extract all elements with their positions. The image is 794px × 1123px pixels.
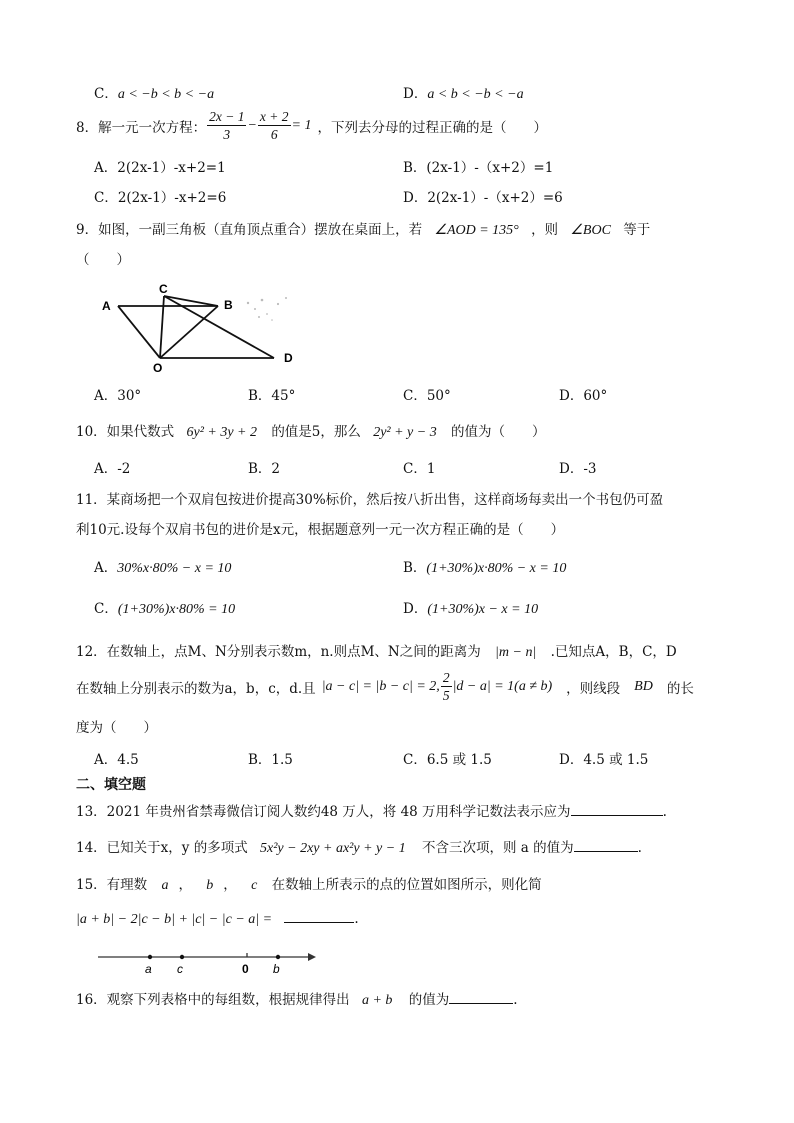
q12-option-b: B．1.5 xyxy=(248,752,293,768)
stem-text: ，则 xyxy=(531,222,559,238)
label-D: D xyxy=(284,351,293,365)
stem-text: ，则线段 xyxy=(566,680,621,697)
label-C: C xyxy=(159,282,168,296)
stem-text: 15．有理数 xyxy=(76,877,148,893)
option-math: 30%x·80% − x = 10 xyxy=(117,561,232,576)
q9-option-b: B．45° xyxy=(248,388,296,404)
q11-option-c xyxy=(94,597,235,618)
denominator: 3 xyxy=(223,127,231,142)
q11-option-b xyxy=(403,556,566,577)
stem-math: a xyxy=(161,878,169,893)
denominator: 5 xyxy=(442,688,450,703)
triangle-figure xyxy=(92,276,312,376)
q9-option-a: A．30° xyxy=(94,388,142,404)
stem-text: 的值为（ ） xyxy=(451,424,546,440)
q7-option-c xyxy=(94,82,214,103)
question-9-paren: （ ） xyxy=(76,252,130,268)
question-13 xyxy=(76,800,667,820)
question-11-line-1: 11．某商场把一个双肩包按进价提高30%标价，然后按八折出售，这样商场每卖出一个书包仍可盈 xyxy=(76,492,664,508)
option-math: (1+30%)x − x = 10 xyxy=(427,602,539,617)
stem-text: 的值为 xyxy=(408,992,450,1008)
stem-text: 16．观察下列表格中的每组数，根据规律得出 xyxy=(76,992,350,1008)
stem-math: 6y² + 3y + 2 xyxy=(186,425,258,440)
segment-AO xyxy=(118,306,160,358)
section-heading: 二、填空题 xyxy=(76,777,146,793)
q8-option-a: A．2(2x-1）-x+2=1 xyxy=(94,160,226,176)
fraction xyxy=(258,108,291,143)
question-11-line-2: 利10元.设每个双肩书包的进价是x元，根据题意列一元一次方程正确的是（ ） xyxy=(76,522,565,538)
stem-text: . xyxy=(354,911,359,927)
q10-option-c: C．1 xyxy=(403,461,436,477)
stem-text: . xyxy=(637,840,642,856)
number-line-figure xyxy=(96,948,322,978)
option-math: (1+30%)x·80% − x = 10 xyxy=(426,561,567,576)
stem-math: 5x²y − 2xy + ax²y + y − 1 xyxy=(260,841,406,856)
equation-rhs: = 1 xyxy=(291,117,312,133)
fraction xyxy=(441,669,452,704)
numerator: x + 2 xyxy=(259,109,289,124)
label-A: A xyxy=(102,299,111,313)
option-letter: C． xyxy=(94,86,118,102)
question-14 xyxy=(76,836,642,857)
stem-text: 不含三次项，则 a 的值为 xyxy=(422,840,574,856)
segment-CD xyxy=(164,296,274,358)
point-c xyxy=(180,955,184,959)
stem-text: 12．在数轴上，点M、N分别表示数m，n.则点M、N之间的距离为 xyxy=(76,644,481,660)
stem-math: c xyxy=(251,878,258,893)
arrow-right-icon xyxy=(308,953,316,961)
label-b: b xyxy=(273,962,280,976)
q10-option-a: A．-2 xyxy=(94,461,131,477)
label-a: a xyxy=(145,962,152,976)
q10-option-b: B．2 xyxy=(248,461,281,477)
q10-option-d: D．-3 xyxy=(559,461,597,477)
option-math: a < −b < b < −a xyxy=(117,87,215,102)
operator: − xyxy=(247,117,257,133)
option-math: (1+30%)x·80% = 10 xyxy=(117,602,236,617)
label-zero: 0 xyxy=(242,962,249,976)
stem-math: |m − n| xyxy=(495,645,537,660)
denominator: 6 xyxy=(270,127,278,142)
q12-option-c: C．6.5 或 1.5 xyxy=(403,752,492,768)
q11-option-d xyxy=(403,597,538,618)
stem-math: ∠AOD = 135° xyxy=(434,223,519,238)
numerator: 2 xyxy=(442,670,450,685)
answer-blank[interactable] xyxy=(574,837,638,852)
stem-text: 9．如图，一副三角板（直角顶点重合）摆放在桌面上，若 xyxy=(76,222,423,238)
question-15-line-1 xyxy=(76,873,542,894)
label-B: B xyxy=(224,298,233,312)
q9-option-d: D．60° xyxy=(559,388,608,404)
stem-text: . xyxy=(513,992,518,1008)
stem-text: . xyxy=(662,804,667,820)
answer-blank[interactable] xyxy=(571,801,663,816)
stem-math: BD xyxy=(634,678,653,694)
question-12-line-2 xyxy=(76,669,694,704)
stem-text: ，下列去分母的过程正确的是（ ） xyxy=(317,119,547,136)
q7-option-d xyxy=(403,82,524,103)
option-letter: B． xyxy=(403,560,427,576)
answer-blank[interactable] xyxy=(284,908,354,923)
stem-math: ∠BOC xyxy=(570,223,611,238)
question-10-stem xyxy=(76,420,546,441)
question-16 xyxy=(76,988,518,1009)
stem-math: |a + b| − 2|c − b| + |c| − |c − a| = xyxy=(76,912,273,927)
q12-option-d: D．4.5 或 1.5 xyxy=(559,752,649,768)
segment-BO xyxy=(160,306,218,358)
stem-math: b xyxy=(206,878,214,893)
point-b xyxy=(276,955,280,959)
q11-option-a xyxy=(94,556,231,577)
option-letter: A． xyxy=(94,560,118,576)
option-letter: D． xyxy=(403,601,428,617)
question-12-line-3: 度为（ ） xyxy=(76,720,157,736)
stem-math: |a − c| = |b − c| = 2, xyxy=(321,678,440,694)
q8-option-b: B．(2x-1）-（x+2）=1 xyxy=(403,160,554,176)
stem-text: 的值是5，那么 xyxy=(271,424,361,440)
option-letter: C． xyxy=(94,601,118,617)
label-O: O xyxy=(153,361,163,375)
q8-option-d: D．2(2x-1）-（x+2）=6 xyxy=(403,190,563,206)
stem-math: 2y² + y − 3 xyxy=(373,425,437,440)
stem-text: ， xyxy=(223,877,237,893)
q12-option-a: A．4.5 xyxy=(94,752,139,768)
numerator: 2x − 1 xyxy=(209,109,245,124)
stem-math: |d − a| = 1(a ≠ b) xyxy=(452,678,553,694)
answer-blank[interactable] xyxy=(449,989,513,1004)
label-c: c xyxy=(177,962,183,976)
stem-text: ， xyxy=(178,877,192,893)
question-9-stem xyxy=(76,218,650,239)
stem-text: 在数轴上所表示的点的位置如图所示，则化简 xyxy=(271,877,542,893)
stem-text: 等于 xyxy=(623,222,651,238)
stem-text: 8．解一元一次方程： xyxy=(76,119,207,136)
question-12-line-1 xyxy=(76,640,677,661)
point-a xyxy=(148,955,152,959)
option-math: a < b < −b < −a xyxy=(427,87,524,102)
stem-text: 在数轴上分别表示的数为a，b，c，d.且 xyxy=(76,680,316,697)
q8-option-c: C．2(2x-1）-x+2=6 xyxy=(94,190,227,206)
question-8-stem xyxy=(76,108,547,143)
q9-option-c: C．50° xyxy=(403,388,451,404)
stem-text: 14．已知关于x，y 的多项式 xyxy=(76,840,248,856)
fraction xyxy=(207,108,246,143)
stem-text: 13．2021 年贵州省禁毒微信订阅人数约48 万人，将 48 万用科学记数法表示应为 xyxy=(76,804,571,820)
option-letter: D． xyxy=(403,86,428,102)
stem-text: 的长 xyxy=(666,680,694,697)
stem-text: 10．如果代数式 xyxy=(76,424,175,440)
stem-math: a + b xyxy=(361,993,393,1008)
question-15-line-2 xyxy=(76,908,359,928)
stem-text: .已知点A，B，C，D xyxy=(550,644,677,660)
